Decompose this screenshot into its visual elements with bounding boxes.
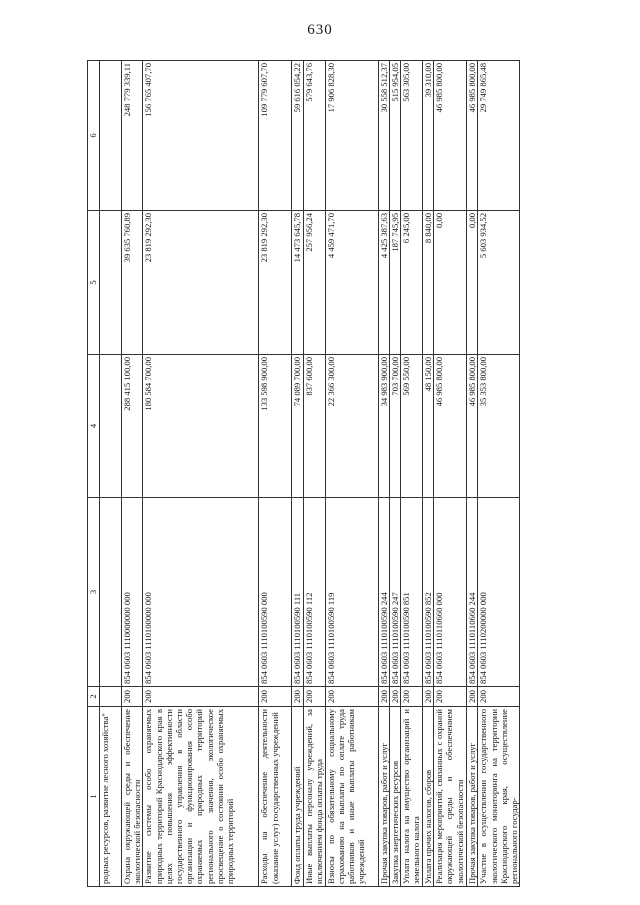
row-remain: 46 985 800,00 [434,61,467,211]
row-remain: 29 749 865,48 [478,61,520,211]
row-status: 200 [303,687,325,707]
row-plan: 569 550,00 [401,355,423,498]
row-remain: 109 779 607,70 [259,61,292,211]
row-status: 200 [423,687,434,707]
row-status: 200 [401,687,423,707]
row-exec [100,211,122,355]
row-plan: 22 366 300,00 [325,355,378,498]
table-row [434,61,467,887]
row-plan: 35 353 800,00 [478,355,520,498]
row-code: 854 0603 1110100590 000 [259,498,292,687]
row-remain: 39 310,00 [423,61,434,211]
column-header-1: 1 [88,707,100,887]
row-exec: 4 459 471,70 [325,211,378,355]
row-code: 854 0603 1110110660 244 [467,498,478,687]
row-remain: 17 906 828,30 [325,61,378,211]
row-remain: 30 558 512,37 [378,61,389,211]
rotated-table-container [87,61,520,887]
row-name: Иные выплаты персоналу учреждений, за исключением фонда оплаты труда [303,707,325,887]
row-name: Прочая закупка товаров, работ и услуг [378,707,389,887]
row-name: Расходы на обеспечение деятельности (оказание услуг) государственных учреждений [259,707,292,887]
row-name: Развитие системы особо охраняемых природных территорий Краснодарского края в целях повышения эффективности государственного управления в области организации и функционирования особо охраняемых природных территорий регионального значения, экологическое просвещение о состоянии особо охраняемых природных территорий [143,707,259,887]
row-code: 854 0603 1110100590 247 [389,498,400,687]
row-remain: 563 305,00 [401,61,423,211]
table-row [467,61,478,887]
row-name: Охрана окружающей среды и обеспечение экологической безопасности [122,707,143,887]
row-code: 854 0603 1110100590 244 [378,498,389,687]
row-name: Уплата налога на имущество организаций и земельного налога [401,707,423,887]
row-code [100,498,122,687]
column-header-5: 5 [88,211,100,355]
row-code: 854 0603 1110100000 000 [143,498,259,687]
column-header-6: 6 [88,61,100,211]
row-exec: 187 745,95 [389,211,400,355]
table-row [478,61,520,887]
row-exec: 39 635 760,89 [122,211,143,355]
row-code: 854 0603 1110100590 111 [292,498,303,687]
row-status: 200 [292,687,303,707]
row-status: 200 [434,687,467,707]
row-remain: 515 954,05 [389,61,400,211]
table-row [423,61,434,887]
table-row [303,61,325,887]
row-status: 200 [478,687,520,707]
table-row [378,61,389,887]
row-status: 200 [325,687,378,707]
row-plan: 46 985 800,00 [434,355,467,498]
row-status: 200 [467,687,478,707]
row-plan: 180 584 700,00 [143,355,259,498]
row-exec: 4 425 387,63 [378,211,389,355]
row-plan: 837 600,00 [303,355,325,498]
row-plan: 34 983 900,00 [378,355,389,498]
row-exec: 8 840,00 [423,211,434,355]
row-status: 200 [143,687,259,707]
row-plan: 46 985 800,00 [467,355,478,498]
row-remain: 579 643,76 [303,61,325,211]
table-row [389,61,400,887]
row-remain: 46 985 800,00 [467,61,478,211]
row-exec: 0,00 [434,211,467,355]
row-exec: 6 245,00 [401,211,423,355]
table-row [325,61,378,887]
column-header-2: 2 [88,687,100,707]
row-exec: 0,00 [467,211,478,355]
row-status [100,687,122,707]
row-name: Уплата прочих налогов, сборов [423,707,434,887]
row-remain: 248 779 339,11 [122,61,143,211]
row-name: Фонд оплаты труда учреждений [292,707,303,887]
row-code: 854 0603 1110100590 119 [325,498,378,687]
row-status: 200 [389,687,400,707]
row-remain: 156 765 407,70 [143,61,259,211]
column-header-4: 4 [88,355,100,498]
row-code: 854 0603 1110100590 852 [423,498,434,687]
row-name: Участие в осуществлении государственного экологического мониторинга на территории Краснодарского края, осуществление регионального государ- [478,707,520,887]
row-remain: 59 616 054,22 [292,61,303,211]
row-plan: 48 150,00 [423,355,434,498]
row-name: родных ресурсов, развитие лесного хозяйства" [100,707,122,887]
row-status: 200 [378,687,389,707]
row-plan: 133 598 900,00 [259,355,292,498]
row-plan [100,355,122,498]
row-status: 200 [122,687,143,707]
row-name: Прочая закупка товаров, работ и услуг [467,707,478,887]
row-remain [100,61,122,211]
table-header-row [88,61,100,887]
row-code: 854 0603 1110110660 000 [434,498,467,687]
column-header-3: 3 [88,498,100,687]
row-code: 854 0603 1110000000 000 [122,498,143,687]
row-exec: 23 819 292,30 [259,211,292,355]
budget-execution-table [87,60,520,887]
row-plan: 288 415 100,00 [122,355,143,498]
table-row [259,61,292,887]
page-number: 630 [307,22,333,38]
table-region [87,61,520,887]
row-name: Реализация мероприятий, связанных с охраной окружающей среды и обеспечением экологической безопасности [434,707,467,887]
row-plan: 74 089 700,00 [292,355,303,498]
row-code: 854 0603 1110100590 851 [401,498,423,687]
row-status: 200 [259,687,292,707]
table-row [401,61,423,887]
row-exec: 5 603 934,52 [478,211,520,355]
row-name: Взносы по обязательному социальному страхованию на выплаты по оплате труда работников и иные выплаты работникам учреждений [325,707,378,887]
row-code: 854 0603 1110200000 000 [478,498,520,687]
row-exec: 14 473 645,78 [292,211,303,355]
table-row [292,61,303,887]
table-row [100,61,122,887]
row-exec: 257 956,24 [303,211,325,355]
row-exec: 23 819 292,30 [143,211,259,355]
row-code: 854 0603 1110100590 112 [303,498,325,687]
table-row [143,61,259,887]
row-plan: 703 700,00 [389,355,400,498]
row-name: Закупка энергетических ресурсов [389,707,400,887]
table-row [122,61,143,887]
